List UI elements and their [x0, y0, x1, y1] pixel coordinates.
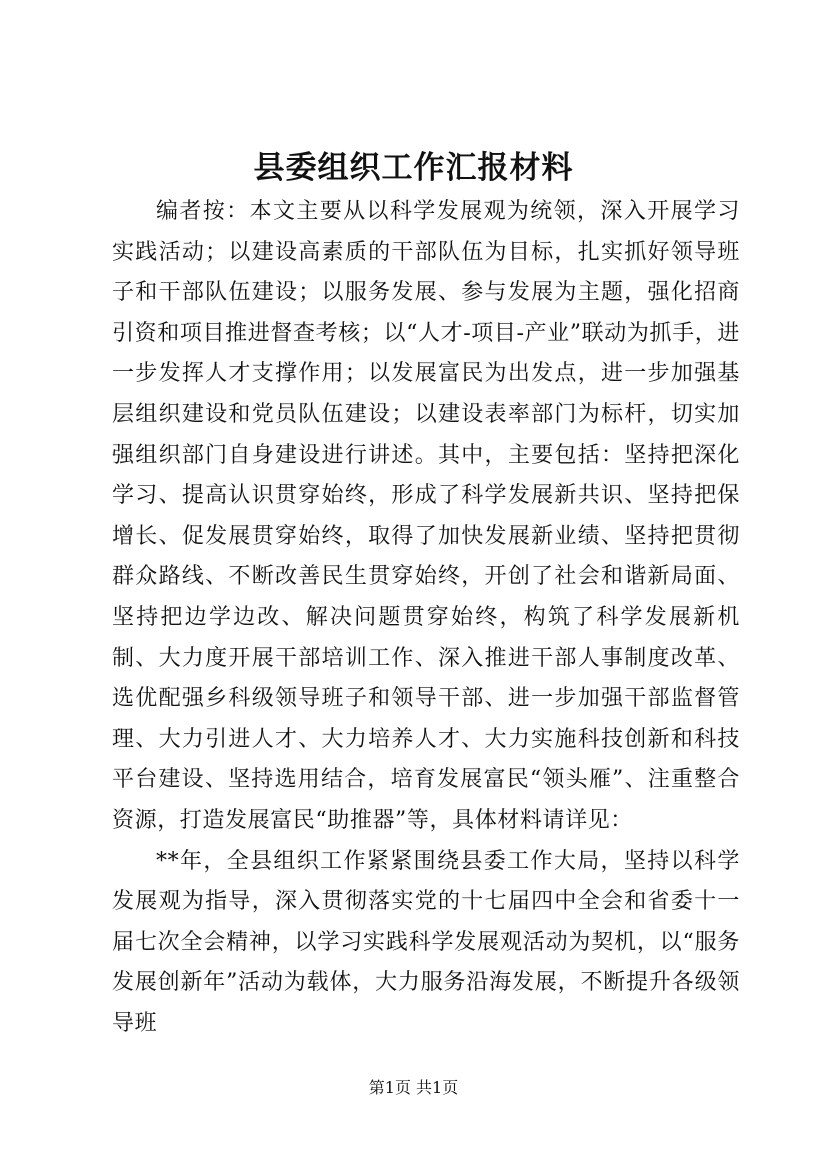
- page-footer: 第1页 共1页: [368, 1078, 459, 1097]
- document-body: [112, 192, 740, 1044]
- report-paragraph: **年，全县组织工作紧紧围绕县委工作大局，坚持以科学发展观为指导，深入贯彻落实党的十七届四中全会和省委十一届七次全会精神，以学习实践科学发展观活动为契机，以“服务发展创新年”活动为载体，大力服务沿海发展，不断提升各级领导班: [112, 848, 740, 1036]
- document-title: 县委组织工作汇报材料: [253, 150, 574, 186]
- editor-note-paragraph: 编者按：本文主要从以科学发展观为统领，深入开展学习实践活动；以建设高素质的干部队伍为目标，扎实抓好领导班子和干部队伍建设；以服务发展、参与发展为主题，强化招商引资和项目推进督查考核；以“人才-项目-产业”联动为抓手，进一步发挥人才支撑作用；以发展富民为出发点，进一步加强基层组织建设和党员队伍建设；以建设表率部门为标杆，切实加强组织部门自身建设进行讲述。其中，主要包括：坚持把深化学习、提高认识贯穿始终，形成了科学发展新共识、坚持把保增长、促发展贯穿始终，取得了加快发展新业绩、坚持把贯彻群众路线、不断改善民生贯穿始终，开创了社会和谐新局面、坚持把边学边改、解决问题贯穿始终，构筑了科学发展新机制、大力度开展干部培训工作、深入推进干部人事制度改革、选优配强乡科级领导班子和领导干部、进一步加强干部监督管理、大力引进人才、大力培养人才、大力实施科技创新和科技平台建设、坚持选用结合，培育发展富民“领头雁”、注重整合资源，打造发展富民“助推器”等，具体材料请详见：: [112, 199, 740, 833]
